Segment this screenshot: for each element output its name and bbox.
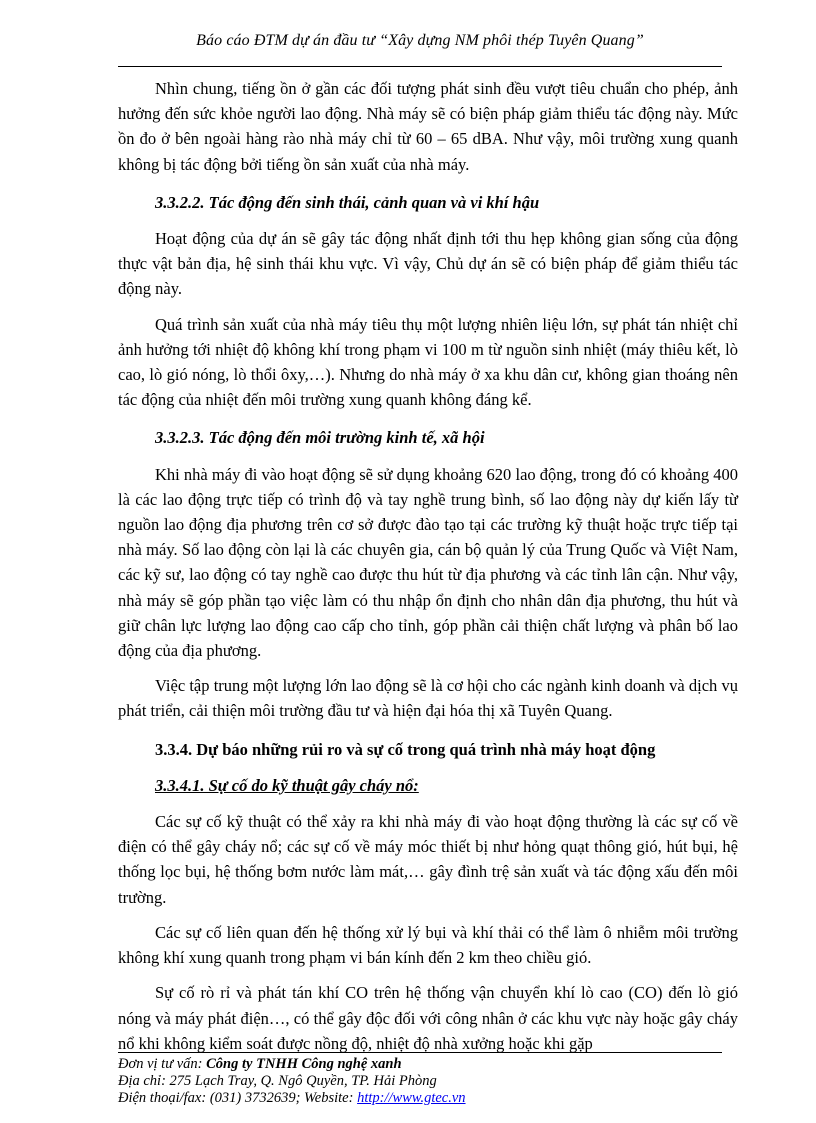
footer-address: Địa chỉ: 275 Lạch Tray, Q. Ngô Quyền, TP. Hải Phòng bbox=[118, 1073, 437, 1089]
paragraph-noise-conclusion: Nhìn chung, tiếng ồn ở gần các đối tượng phát sinh đều vượt tiêu chuẩn cho phép, ảnh hưởng đến sức khỏe người lao động. Nhà máy sẽ có biện pháp giảm thiểu tác động này. Mức ồn đo ở bên ngoài hàng rào nhà máy chỉ từ 60 – 65 dBA. Như vậy, môi trường xung quanh không bị tác động bởi tiếng ồn sản xuất của nhà máy. bbox=[118, 79, 738, 174]
footer-consultant-line bbox=[118, 1056, 722, 1073]
heading-3-3-4: 3.3.4. Dự báo những rủi ro và sự cố trong quá trình nhà máy hoạt động bbox=[155, 739, 656, 759]
footer-consultant-label: Đơn vị tư vấn: bbox=[118, 1056, 207, 1072]
paragraph-technical-incidents: Các sự cố kỹ thuật có thể xảy ra khi nhà máy đi vào hoạt động thường là các sự cố về điện có thể gây cháy nổ; các sự cố về máy móc thiết bị như hỏng quạt thông gió, hút bụi, hệ thống lọc bụi, hệ thống bơm nước làm mát,… gây đình trệ sản xuất và tác động xấu đến môi trường. bbox=[118, 812, 738, 907]
paragraph-habitat-impact: Hoạt động của dự án sẽ gây tác động nhất định tới thu hẹp không gian sống của động thực vật bản địa, hệ sinh thái khu vực. Vì vậy, Chủ dự án sẽ có biện pháp để giảm thiểu tác động này. bbox=[118, 229, 738, 299]
document-body bbox=[118, 76, 738, 1066]
page-footer bbox=[118, 1052, 722, 1107]
header-title: Báo cáo ĐTM dự án đầu tư “Xây dựng NM phôi thép Tuyên Quang” bbox=[196, 32, 644, 49]
paragraph-heat-dispersion: Quá trình sản xuất của nhà máy tiêu thụ một lượng nhiên liệu lớn, sự phát tán nhiệt chỉ ảnh hưởng tới nhiệt độ không khí trong phạm vi 100 m từ nguồn sinh nhiệt (máy thiêu kết, lò cao, lò gió nóng, lò thổi ôxy,…). Nhưng do nhà máy ở xa khu dân cư, không gian thoáng nên tác động của nhiệt đến môi trường xung quanh không đáng kể. bbox=[118, 314, 738, 410]
footer-phone-label: Điện thoại/fax: (031) 3732639; Website: bbox=[118, 1090, 358, 1106]
footer-contact-line bbox=[118, 1090, 722, 1107]
heading-3-3-2-2: 3.3.2.2. Tác động đến sinh thái, cảnh quan và vi khí hậu bbox=[155, 192, 540, 212]
page-header bbox=[118, 32, 722, 67]
heading-3-3-2-3: 3.3.2.3. Tác động đến môi trường kinh tế, xã hội bbox=[155, 428, 485, 448]
footer-company-name: Công ty TNHH Công nghệ xanh bbox=[206, 1056, 402, 1072]
paragraph-dust-system-incidents: Các sự cố liên quan đến hệ thống xử lý bụi và khí thải có thể làm ô nhiễm môi trường không khí xung quanh trong phạm vi bán kính đến 2 km theo chiều gió. bbox=[118, 922, 738, 968]
heading-3-3-4-1: 3.3.4.1. Sự cố do kỹ thuật gây cháy nổ: bbox=[155, 775, 419, 795]
paragraph-labor-employment: Khi nhà máy đi vào hoạt động sẽ sử dụng khoảng 620 lao động, trong đó có khoảng 400 là các lao động trực tiếp có trình độ và tay nghề trung bình, số lao động này dự kiến lấy từ nguồn lao động địa phương trên cơ sở được đào tạo tại các trường kỹ thuật hoặc trực tiếp tại nhà máy. Số lao động còn lại là các chuyên gia, cán bộ quản lý của Trung Quốc và Việt Nam, các kỹ sư, lao động có tay nghề cao được thu hút từ địa phương và các tỉnh lân cận. Như vậy, nhà máy sẽ góp phần tạo việc làm có thu nhập ổn định cho nhân dân địa phương, thu hút và giữ chân lực lượng lao động cao cấp cho tỉnh, góp phần cải thiện chất lượng và phân bố lao động của địa phương. bbox=[118, 464, 738, 661]
paragraph-business-opportunity: Việc tập trung một lượng lớn lao động sẽ là cơ hội cho các ngành kinh doanh và dịch vụ phát triển, cải thiện môi trường đầu tư và hiện đại hóa thị xã Tuyên Quang. bbox=[118, 676, 738, 721]
footer-website-link[interactable]: http://www.gtec.vn bbox=[357, 1090, 466, 1106]
paragraph-co-leak: Sự cố rò rỉ và phát tán khí CO trên hệ thống vận chuyển khí lò cao (CO) đến lò gió nóng và máy phát điện…, có thể gây độc đối với công nhân ở các khu vực này hoặc gây cháy nổ khi không kiểm soát được nồng độ, nhiệt độ nhà xưởng hoặc khi gặp bbox=[118, 983, 738, 1053]
